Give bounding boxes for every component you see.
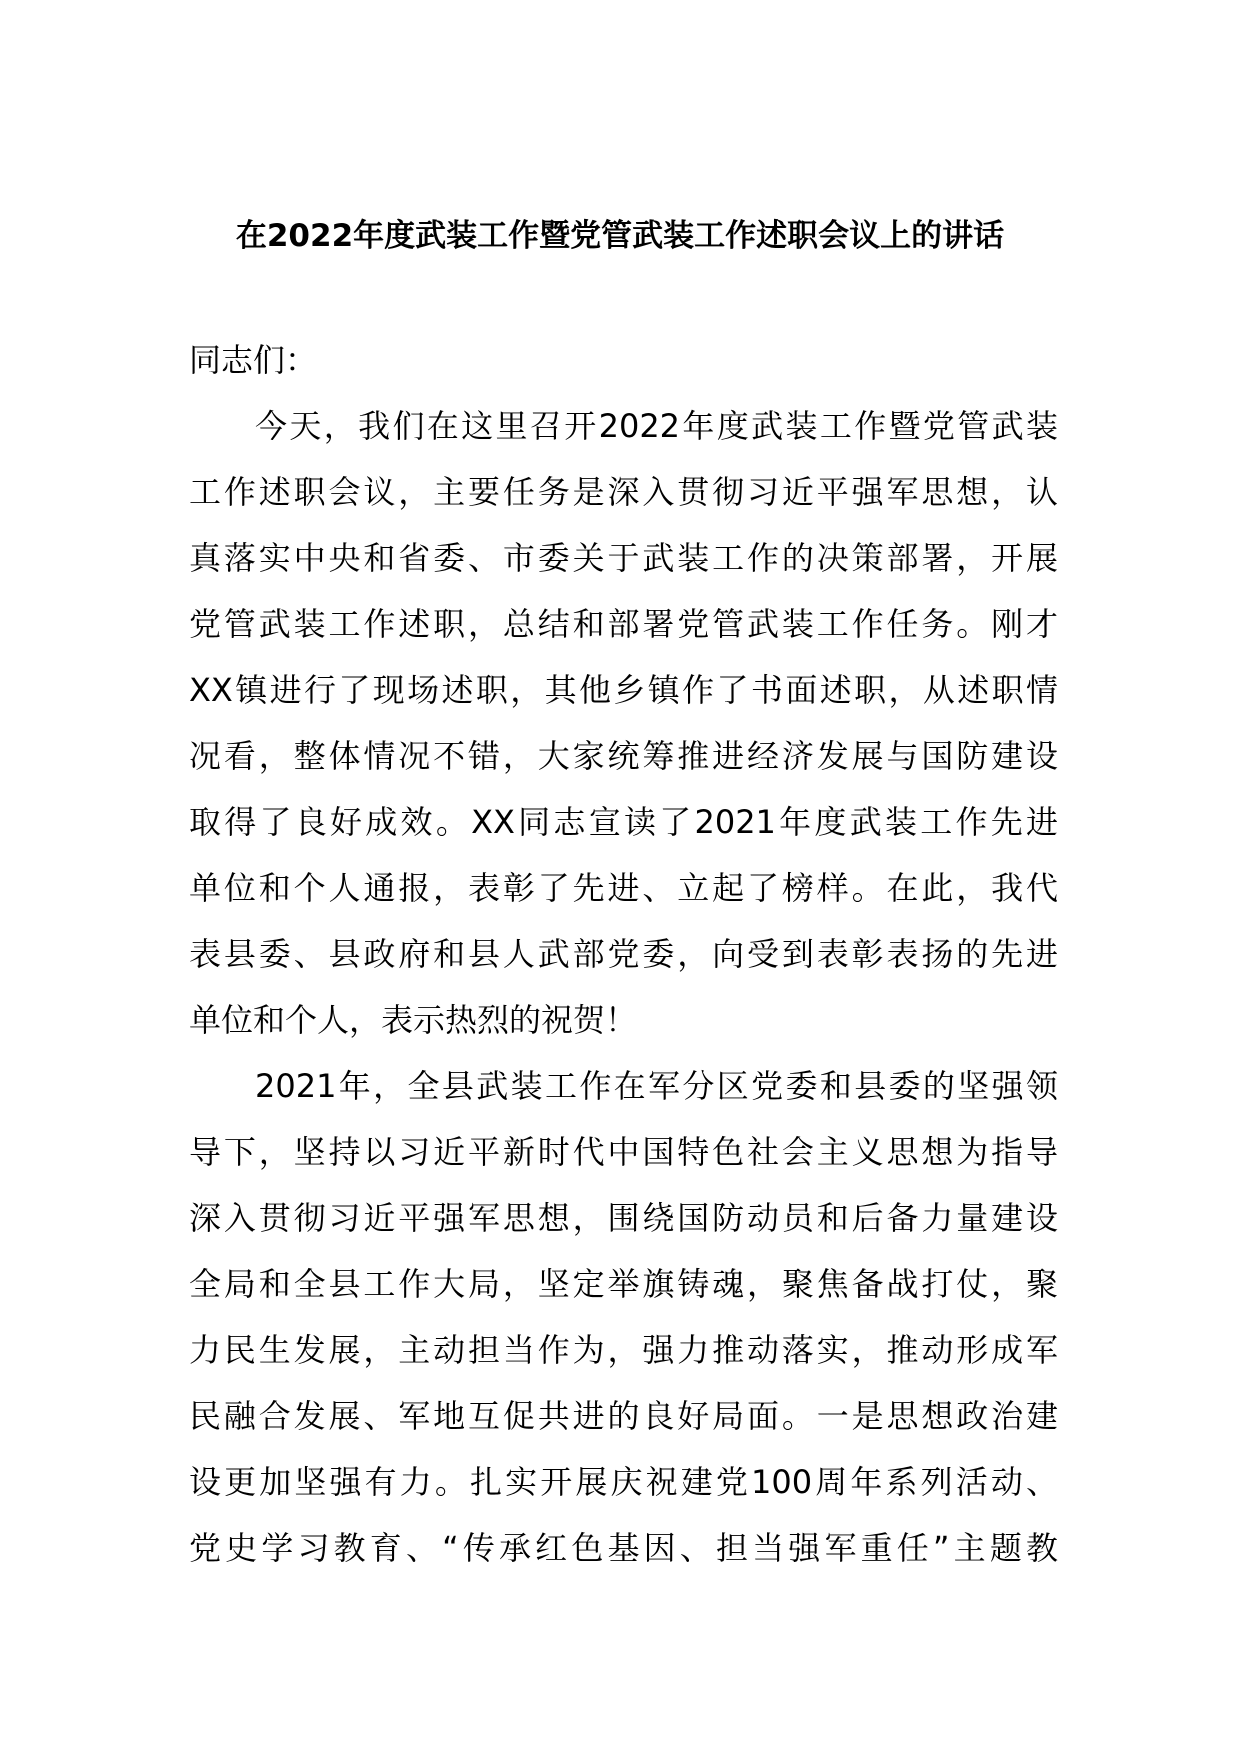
paragraph	[189, 404, 1058, 1064]
paragraph-line: 今天，我们在这里召开2022年度武装工作暨党管武装	[255, 407, 1058, 445]
paragraph-line: 党史学习教育、“传承红色基因、担当强军重任”主题教	[189, 1529, 1058, 1567]
paragraph-line: 党管武装工作述职，总结和部署党管武装工作任务。刚才	[189, 605, 1058, 643]
paragraph-line: 深入贯彻习近平强军思想，围绕国防动员和后备力量建设	[189, 1199, 1058, 1237]
paragraph	[189, 1064, 1058, 1592]
paragraph-line: 真落实中央和省委、市委关于武装工作的决策部署，开展	[189, 539, 1058, 577]
paragraph-line: 全局和全县工作大局，坚定举旗铸魂，聚焦备战打仗，聚	[189, 1265, 1058, 1303]
document-body	[189, 338, 1058, 1592]
paragraph-line: 2021年，全县武装工作在军分区党委和县委的坚强领	[255, 1067, 1058, 1105]
paragraph-line: 况看，整体情况不错，大家统筹推进经济发展与国防建设	[189, 737, 1058, 775]
paragraph-line: 设更加坚强有力。扎实开展庆祝建党100周年系列活动、	[189, 1463, 1058, 1501]
paragraph-line: 单位和个人通报，表彰了先进、立起了榜样。在此，我代	[189, 869, 1058, 907]
paragraph-line: 民融合发展、军地互促共进的良好局面。一是思想政治建	[189, 1397, 1058, 1435]
salutation: 同志们：	[189, 341, 318, 379]
paragraph-line: 单位和个人，表示热烈的祝贺！	[189, 1001, 638, 1039]
document-title: 在2022年度武装工作暨党管武装工作述职会议上的讲话	[235, 218, 1005, 254]
paragraph-line: XX镇进行了现场述职，其他乡镇作了书面述职，从述职情	[189, 671, 1058, 709]
paragraphs	[189, 404, 1058, 1592]
paragraph-line: 取得了良好成效。XX同志宣读了2021年度武装工作先进	[189, 803, 1058, 841]
paragraph-line: 力民生发展，主动担当作为，强力推动落实，推动形成军	[189, 1331, 1058, 1369]
paragraph-line: 导下，坚持以习近平新时代中国特色社会主义思想为指导	[189, 1133, 1058, 1171]
paragraph-line: 表县委、县政府和县人武部党委，向受到表彰表扬的先进	[189, 935, 1058, 973]
paragraph-line: 工作述职会议，主要任务是深入贯彻习近平强军思想，认	[189, 473, 1058, 511]
